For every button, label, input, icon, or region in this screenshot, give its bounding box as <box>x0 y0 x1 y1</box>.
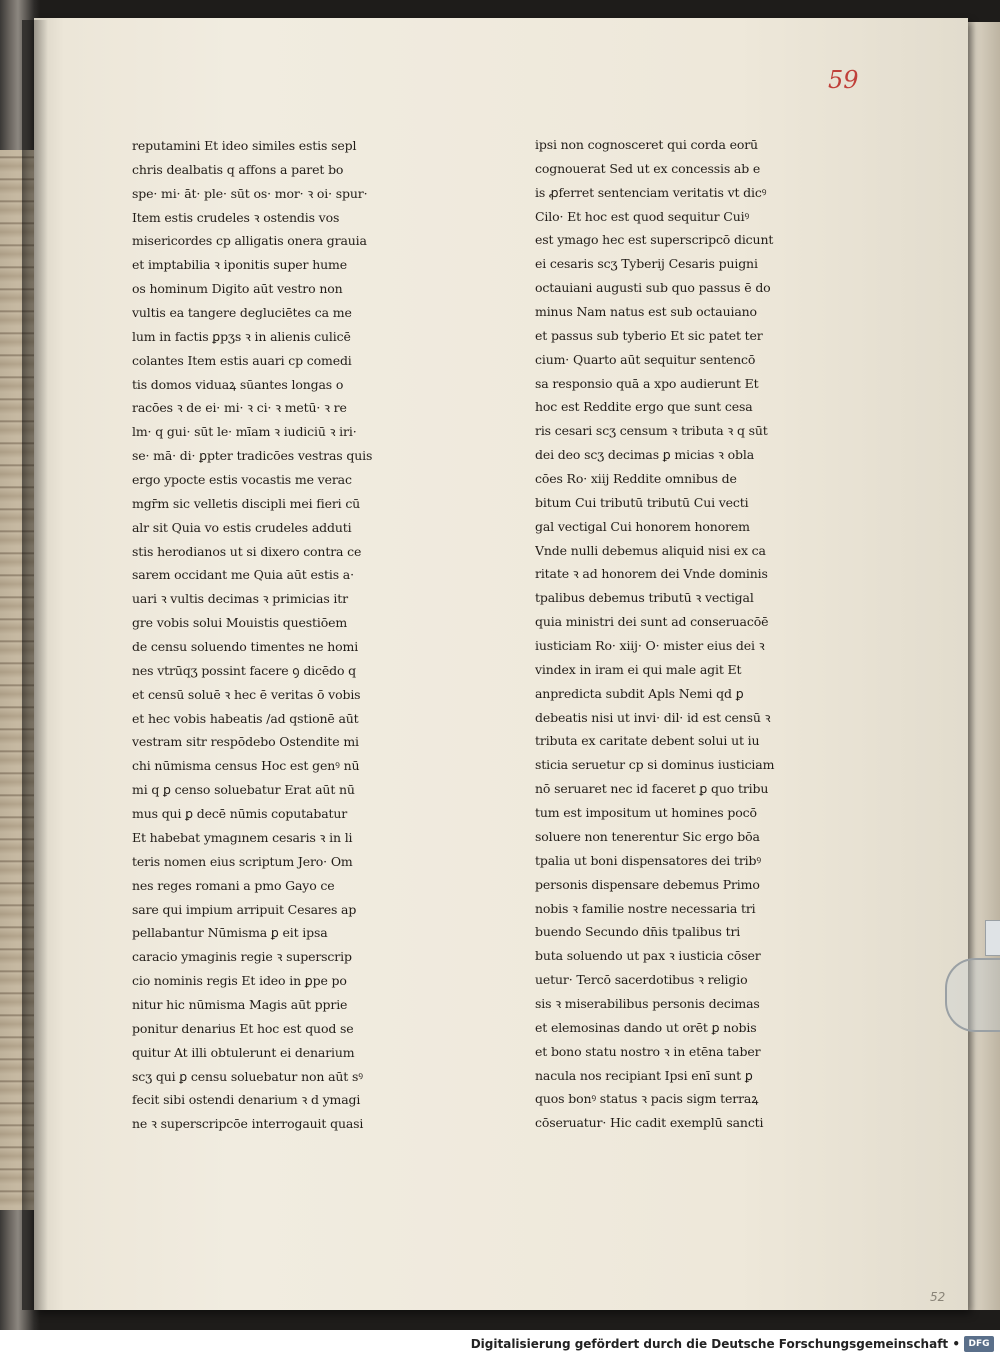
text-line: os hominum Digito aūt vestro non <box>132 281 343 297</box>
text-line: stis herodianos ut si dixero contra ce <box>132 543 362 559</box>
text-line: pellabantur Nūmisma ꝑ eit ipsa <box>132 925 328 941</box>
text-line: vultis ea tangere degluciētes ca me <box>132 305 352 321</box>
text-line: se· mā· di· ꝑpter tradicōes vestras quis <box>132 448 373 464</box>
text-line: personis dispensare debemus Primo <box>535 876 760 892</box>
funding-notice: Digitalisierung gefördert durch die Deutsche Forschungsgemeinschaft • <box>470 1337 960 1351</box>
text-line: lum in factis ꝑpʒs ꝛ in alienis culicē <box>132 328 351 344</box>
text-line: ne ꝛ superscripcōe interrogauit quasi <box>132 1116 364 1132</box>
text-line: soluere non tenerentur Sic ergo bōa <box>535 828 760 844</box>
text-column-left <box>132 134 454 1136</box>
text-line: ritate ꝛ ad honorem dei Vnde dominis <box>535 566 768 582</box>
text-line: chris dealbatis q affons a paret bo <box>132 161 344 177</box>
text-line: ipsi non cognosceret qui corda eorū <box>535 137 758 152</box>
text-line: dei deo scʒ decimas ꝑ micias ꝛ obla <box>535 447 755 463</box>
text-line: uari ꝛ vultis decimas ꝛ primicias itr <box>132 591 348 607</box>
text-line: lm· q gui· sūt le· mīam ꝛ iudiciū ꝛ iri· <box>132 424 357 440</box>
text-line: quos bonꝰ status ꝛ pacis sigm terraꝝ <box>535 1091 759 1107</box>
text-line: ei cesaris scʒ Tyberij Cesaris puigni <box>535 256 758 272</box>
text-line: sticia seruetur cp si dominus iusticiam <box>535 757 775 773</box>
text-line: Vnde nulli debemus aliquid nisi ex ca <box>535 542 766 558</box>
text-line: buta soluendo ut pax ꝛ iusticia cōser <box>535 948 761 964</box>
text-line: ris cesari scʒ censum ꝛ tributa ꝛ q sūt <box>535 423 768 439</box>
text-line: tis domos viduaꝝ sūantes longas o <box>132 376 344 392</box>
text-line: colantes Item estis auari cp comedi <box>132 352 352 368</box>
footer-bar <box>0 1330 1000 1358</box>
text-line: buendo Secundo dn̄is tpalibus tri <box>535 924 741 940</box>
text-line: vindex in iram ei qui male agit Et <box>535 661 742 677</box>
text-line: Et habebat ymagınem cesaris ꝛ in li <box>132 829 353 845</box>
text-line: et elemosinas dando ut orēt ꝑ nobis <box>535 1019 757 1035</box>
text-line: racōes ꝛ de ei· mi· ꝛ ci· ꝛ metū· ꝛ re <box>132 400 347 416</box>
text-line: teris nomen eius scriptum Jero· Om <box>132 853 353 869</box>
text-column-right <box>535 133 857 1135</box>
text-line: quia ministri dei sunt ad conseruacōē <box>535 614 769 630</box>
text-line: et imptabilia ꝛ iponitis super hume <box>132 257 347 273</box>
text-line: est ymago hec est superscripcō dicunt <box>535 232 774 248</box>
text-line: gre vobis solui Mouistis questiōem <box>132 615 348 631</box>
text-line: sa responsio quā a xpo audierunt Et <box>535 375 759 391</box>
text-line: minus Nam natus est sub octauiano <box>535 304 757 320</box>
text-line: tributa ex caritate debent solui ut iu <box>535 733 760 749</box>
text-line: sare qui impium arripuit Cesares ap <box>132 901 357 917</box>
text-line: mgr̄m sic velletis discipli mei fieri cū <box>132 495 361 511</box>
text-line: cōseruatur· Hic cadit exemplū sancti <box>535 1115 764 1131</box>
text-line: nobis ꝛ familie nostre necessaria tri <box>535 900 756 916</box>
text-line: Cilo· Et hoc est quod sequitur Cuiꝰ <box>535 208 750 224</box>
text-line: misericordes cp alligatis onera grauia <box>132 233 367 249</box>
text-line: tum est impositum ut homines pocō <box>535 805 757 821</box>
text-line: gal vectigal Cui honorem honorem <box>535 518 750 534</box>
text-line: cognouerat Sed ut ex concessis ab e <box>535 160 761 176</box>
text-line: fecit sibi ostendi denarium ꝛ d ymagi <box>132 1092 361 1108</box>
text-line: scʒ qui ꝑ censu soluebatur non aūt sꝰ <box>132 1068 363 1084</box>
paper-tab <box>985 920 1000 956</box>
text-line: is ꝓferret sentenciam veritatis vt dicꝰ <box>535 184 767 200</box>
text-line: et bono statu nostro ꝛ in etēna taber <box>535 1043 761 1059</box>
text-line: debeatis nisi ut invi· dil· id est censū ꝛ <box>535 709 771 725</box>
text-line: et censū soluē ꝛ hec ē veritas ō vobis <box>132 686 361 702</box>
dfg-logo: DFG <box>964 1336 994 1352</box>
text-line: nitur hic nūmisma Magis aūt pprie <box>132 996 348 1012</box>
text-line: ponitur denarius Et hoc est quod se <box>132 1020 354 1036</box>
text-line: caracio ymaginis regie ꝛ superscrip <box>132 949 352 965</box>
text-line: hoc est Reddite ergo que sunt cesa <box>535 399 753 415</box>
folio-number: 59 <box>828 66 859 94</box>
text-line: spe· mi· āt· ple· sūt os· mor· ꝛ oi· spur· <box>132 185 368 201</box>
text-line: cio nominis regis Et ideo in ꝑpe po <box>132 973 347 989</box>
text-line: sis ꝛ miserabilibus personis decimas <box>535 995 760 1011</box>
text-line: bitum Cui tributū tributū Cui vecti <box>535 494 749 510</box>
text-line: uetur· Tercō sacerdotibus ꝛ religio <box>535 972 748 988</box>
text-line: Item estis crudeles ꝛ ostendis vos <box>132 209 340 225</box>
text-line: cōes Ro· xiij Reddite omnibus de <box>535 471 737 487</box>
text-line: ergo ypocte estis vocastis me verac <box>132 472 352 488</box>
pencil-shelfmark: 52 <box>930 1290 946 1304</box>
text-line: iusticiam Ro· xiij· O· mister eius dei ꝛ <box>535 638 765 654</box>
text-line: mi q ꝑ censo soluebatur Erat aūt nū <box>132 782 355 798</box>
text-line: nes reges romani a pmo Gayo ce <box>132 877 335 893</box>
text-line: et hec vobis habeatis /ad qstionē aūt <box>132 710 359 726</box>
text-line: tpalia ut boni dispensatores dei tribꝰ <box>535 852 761 868</box>
text-line: quitur At illi obtulerunt ei denarium <box>132 1044 355 1060</box>
text-line: mus qui ꝑ decē nūmis coputabatur <box>132 806 348 822</box>
text-line: octauiani augusti sub quo passus ē do <box>535 280 771 296</box>
text-line: de censu soluendo timentes ne homi <box>132 639 359 655</box>
text-line: sarem occidant me Quia aūt estis a· <box>132 567 354 583</box>
text-line: chi nūmisma census Hoc est genꝰ nū <box>132 758 360 774</box>
text-line: cium· Quarto aūt sequitur sentencō <box>535 351 756 367</box>
text-line: vestram sitr respōdebo Ostendite mi <box>132 734 359 750</box>
paper-clip <box>945 958 1000 1032</box>
binding-shadow <box>22 20 48 1310</box>
text-line: anpredicta subdit Apls Nemi qd ꝑ <box>535 685 744 701</box>
text-line: reputamini Et ideo similes estis sepl <box>132 138 357 153</box>
text-line: et passus sub tyberio Et sic patet ter <box>535 327 763 343</box>
text-line: tpalibus debemus tributū ꝛ vectigal <box>535 590 754 606</box>
text-line: nes vtrūqʒ possint facere ꝯ dicēdo q <box>132 662 357 678</box>
text-line: alr sit Quia vo estis crudeles adduti <box>132 519 352 535</box>
text-line: nō seruaret nec id faceret ꝑ quo tribu <box>535 781 769 797</box>
text-line: nacula nos recipiant Ipsi enī sunt ꝑ <box>535 1067 753 1083</box>
